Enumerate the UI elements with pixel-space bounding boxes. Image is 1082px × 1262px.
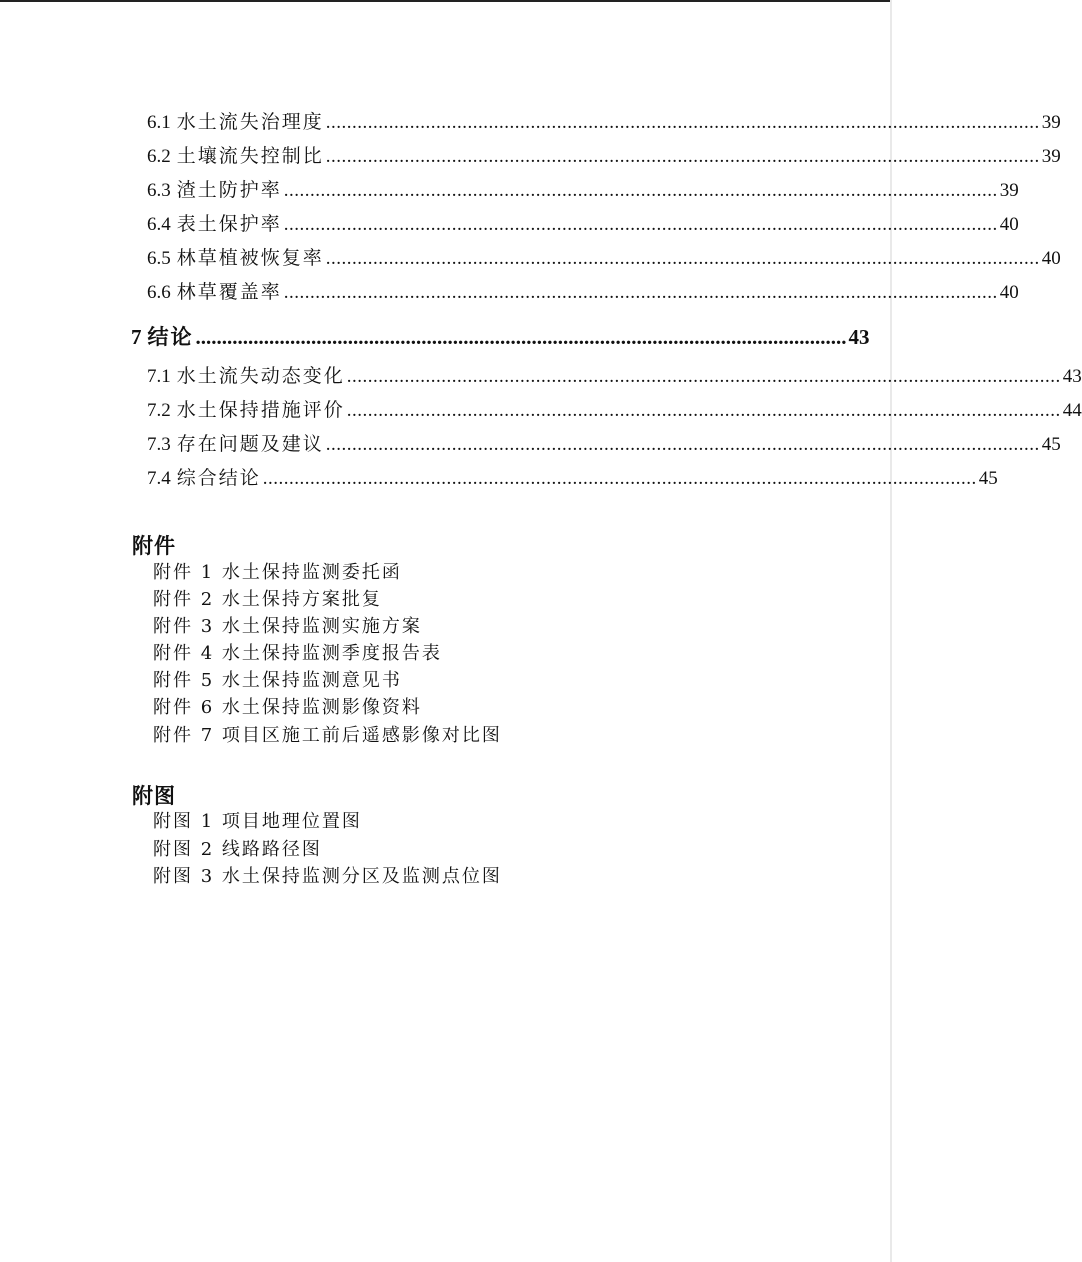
toc-entry-page: 40 <box>1041 248 1061 269</box>
attachment-item[interactable]: 附件 4 水土保持监测季度报告表 <box>153 643 442 664</box>
attachments-heading: 附件 <box>132 533 176 558</box>
toc-entry-number: 7.4 <box>147 468 171 489</box>
attachment-item[interactable]: 附件 5 水土保持监测意见书 <box>153 670 402 691</box>
toc-entry-page: 39 <box>1041 146 1061 167</box>
toc-entry-number: 7.1 <box>147 366 171 387</box>
toc-leader-dots: ........................................................................................................................................ <box>325 434 1040 455</box>
toc-entry-page: 43 <box>1062 366 1082 387</box>
toc-entry-page: 40 <box>999 214 1019 235</box>
page-top-border <box>0 0 892 2</box>
toc-leader-dots: ........................................................................................................................................ <box>283 214 998 235</box>
toc-leader-dots: ........................................................................................................................................ <box>262 468 977 489</box>
toc-entry-title: 水土保持措施评价 <box>176 399 345 421</box>
toc-entry-6-1[interactable] <box>147 109 1061 135</box>
toc-entry-page: 40 <box>999 282 1019 303</box>
toc-leader-dots: ........................................................................................................................................ <box>283 180 998 201</box>
toc-entry-6-2[interactable] <box>147 143 1061 169</box>
toc-entry-page: 43 <box>848 325 870 349</box>
toc-entry-title: 表土保护率 <box>176 213 282 235</box>
toc-leader-dots: ........................................................................................................................................ <box>325 146 1040 167</box>
toc-entry-number: 7.3 <box>147 434 171 455</box>
toc-leader-dots: ............................................................................................................................ <box>195 325 847 349</box>
figure-item[interactable]: 附图 1 项目地理位置图 <box>153 811 362 832</box>
attachment-item[interactable]: 附件 2 水土保持方案批复 <box>153 589 382 610</box>
toc-entry-7-1[interactable] <box>147 363 1082 389</box>
figure-item[interactable]: 附图 3 水土保持监测分区及监测点位图 <box>153 866 502 887</box>
toc-entry-title: 渣土防护率 <box>176 179 282 201</box>
toc-entry-number: 6.6 <box>147 282 171 303</box>
toc-entry-number: 6.2 <box>147 146 171 167</box>
toc-entry-title: 存在问题及建议 <box>176 433 324 455</box>
toc-entry-number: 6.3 <box>147 180 171 201</box>
toc-entry-6-6[interactable] <box>147 279 1019 305</box>
toc-entry-page: 39 <box>1041 112 1061 133</box>
toc-entry-number: 7 <box>131 325 142 349</box>
toc-leader-dots: ........................................................................................................................................ <box>325 248 1040 269</box>
toc-leader-dots: ........................................................................................................................................ <box>346 400 1061 421</box>
toc-entry-title: 林草植被恢复率 <box>176 247 324 269</box>
toc-chapter-7[interactable] <box>131 323 870 351</box>
toc-entry-title: 水土流失治理度 <box>176 111 324 133</box>
toc-entry-number: 7.2 <box>147 400 171 421</box>
attachment-item[interactable]: 附件 7 项目区施工前后遥感影像对比图 <box>153 725 502 746</box>
attachment-item[interactable]: 附件 3 水土保持监测实施方案 <box>153 616 422 637</box>
figures-heading: 附图 <box>132 783 176 808</box>
toc-entry-page: 45 <box>978 468 998 489</box>
toc-entry-6-4[interactable] <box>147 211 1019 237</box>
toc-leader-dots: ........................................................................................................................................ <box>283 282 998 303</box>
toc-entry-6-5[interactable] <box>147 245 1061 271</box>
toc-entry-title: 林草覆盖率 <box>176 281 282 303</box>
attachment-item[interactable]: 附件 1 水土保持监测委托函 <box>153 562 402 583</box>
toc-entry-title: 水土流失动态变化 <box>176 365 345 387</box>
toc-entry-page: 44 <box>1062 400 1082 421</box>
toc-entry-page: 39 <box>999 180 1019 201</box>
figure-item[interactable]: 附图 2 线路路径图 <box>153 839 322 860</box>
toc-entry-title: 结论 <box>147 324 194 349</box>
toc-leader-dots: ........................................................................................................................................ <box>346 366 1061 387</box>
toc-entry-6-3[interactable] <box>147 177 1019 203</box>
toc-entry-number: 6.1 <box>147 112 171 133</box>
toc-leader-dots: ........................................................................................................................................ <box>325 112 1040 133</box>
toc-entry-number: 6.4 <box>147 214 171 235</box>
toc-entry-title: 综合结论 <box>176 467 261 489</box>
toc-entry-number: 6.5 <box>147 248 171 269</box>
attachment-item[interactable]: 附件 6 水土保持监测影像资料 <box>153 697 422 718</box>
toc-entry-title: 土壤流失控制比 <box>176 145 324 167</box>
toc-entry-7-4[interactable] <box>147 465 998 491</box>
toc-entry-7-2[interactable] <box>147 397 1082 423</box>
toc-entry-page: 45 <box>1041 434 1061 455</box>
toc-entry-7-3[interactable] <box>147 431 1061 457</box>
